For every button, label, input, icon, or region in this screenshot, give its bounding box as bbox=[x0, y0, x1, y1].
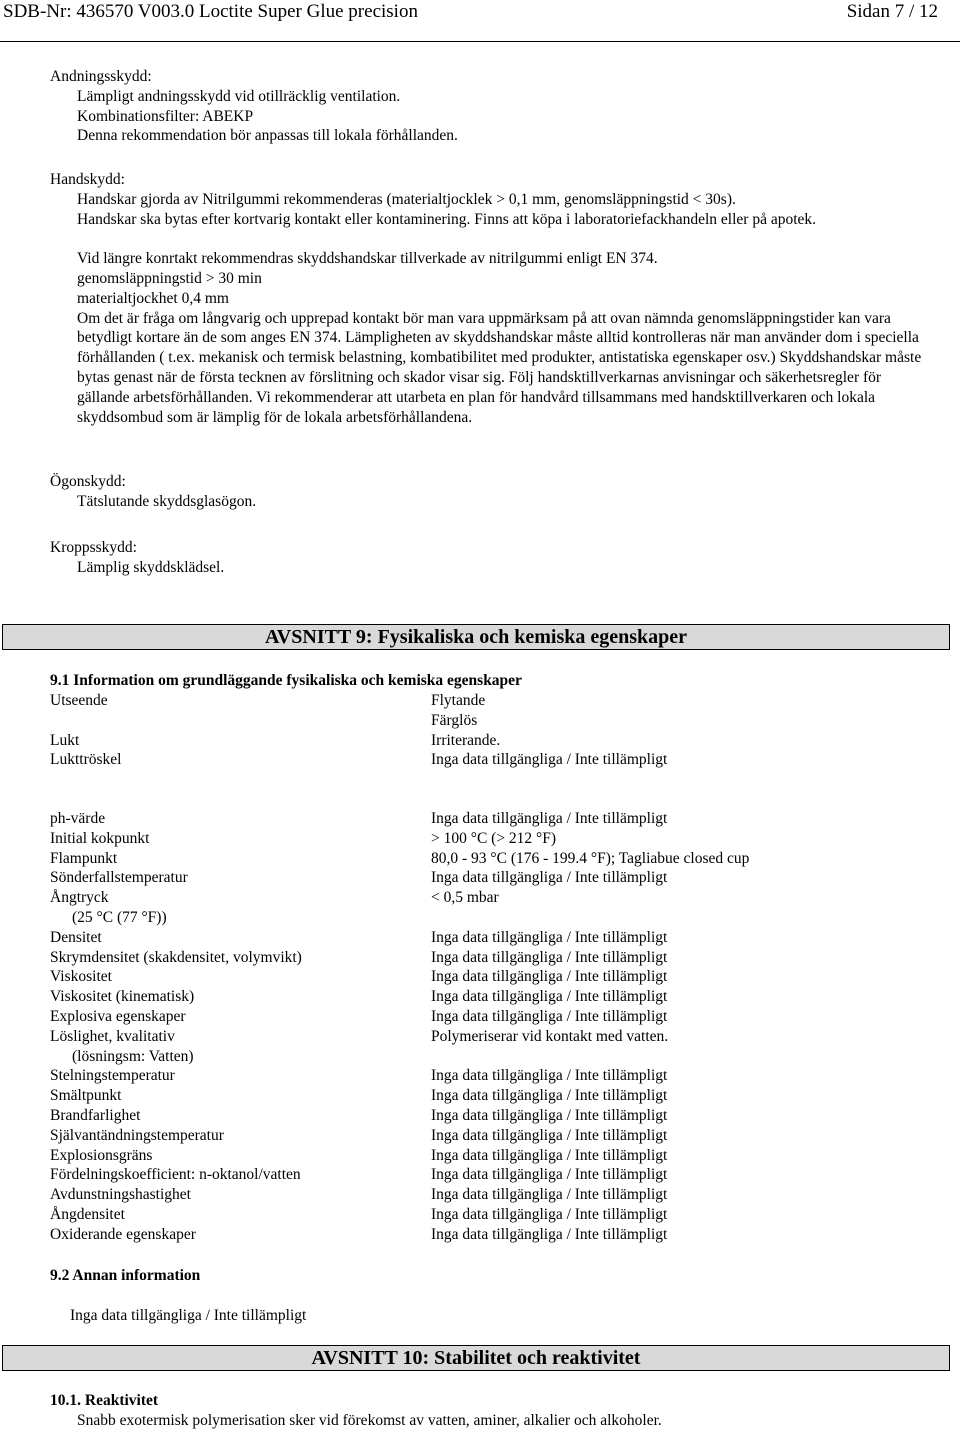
property-row bbox=[50, 1205, 930, 1225]
eye-text: Tätslutande skyddsglasögon. bbox=[77, 492, 257, 510]
property-row bbox=[50, 849, 930, 869]
property-label: Viskositet (kinematisk) bbox=[50, 988, 195, 1006]
property-label: Skrymdensitet (skakdensitet, volymvikt) bbox=[50, 948, 302, 966]
property-label: Löslighet, kvalitativ bbox=[50, 1027, 175, 1045]
property-value: Inga data tillgängliga / Inte tillämpligt bbox=[431, 869, 668, 887]
property-row bbox=[50, 1225, 930, 1245]
property-value: Inga data tillgängliga / Inte tillämpligt bbox=[431, 1186, 668, 1204]
breathing-title: Andningsskydd: bbox=[50, 68, 152, 85]
property-value: Inga data tillgängliga / Inte tillämpligt bbox=[431, 1007, 668, 1025]
property-label: Smältpunkt bbox=[50, 1087, 122, 1105]
property-value: Inga data tillgängliga / Inte tillämpligt bbox=[431, 1166, 668, 1184]
property-label: Ångtryck bbox=[50, 889, 109, 907]
property-label: Sönderfallstemperatur bbox=[50, 869, 188, 887]
property-value: Inga data tillgängliga / Inte tillämpligt bbox=[431, 751, 668, 769]
property-label: Brandfarlighet bbox=[50, 1106, 141, 1124]
body-text: Lämplig skyddsklädsel. bbox=[77, 558, 225, 576]
breathing-line: Denna rekommendation bör anpassas till lokala förhållanden. bbox=[77, 127, 458, 145]
breathing-line: Lämpligt andningsskydd vid otillräcklig ventilation. bbox=[77, 87, 401, 105]
property-value: Färglös bbox=[431, 711, 478, 729]
property-row bbox=[50, 1185, 930, 1205]
property-row bbox=[50, 967, 930, 987]
page-header bbox=[0, 0, 960, 44]
property-label: Fördelningskoefficient: n-oktanol/vatten bbox=[50, 1166, 301, 1184]
property-value: Flytande bbox=[431, 692, 486, 709]
hand-protection bbox=[50, 170, 940, 427]
section-10-1 bbox=[50, 1391, 940, 1431]
property-value: Inga data tillgängliga / Inte tillämpligt bbox=[431, 1126, 668, 1144]
breathing-protection bbox=[50, 67, 940, 146]
hand-title: Handskydd: bbox=[50, 171, 125, 188]
property-value: Inga data tillgängliga / Inte tillämpligt bbox=[431, 1205, 668, 1223]
property-label: Explosiva egenskaper bbox=[50, 1007, 186, 1025]
property-row bbox=[50, 809, 930, 829]
property-value: > 100 °C (> 212 °F) bbox=[431, 829, 557, 847]
property-label: Oxiderande egenskaper bbox=[50, 1225, 196, 1243]
property-value: Inga data tillgängliga / Inte tillämpligt bbox=[431, 1067, 668, 1085]
body-protection bbox=[50, 538, 940, 578]
section-9-title: AVSNITT 9: Fysikaliska och kemiska egenskaper bbox=[264, 626, 688, 648]
property-row bbox=[50, 1106, 930, 1126]
breathing-line: Kombinationsfilter: ABEKP bbox=[77, 107, 254, 125]
property-row bbox=[50, 948, 930, 968]
property-label: (lösningsm: Vatten) bbox=[72, 1047, 194, 1065]
other-information-text: Inga data tillgängliga / Inte tillämpligt bbox=[70, 1307, 307, 1324]
body-title: Kroppsskydd: bbox=[50, 539, 137, 556]
section-9-1-heading bbox=[50, 671, 940, 691]
eye-protection bbox=[50, 472, 940, 512]
header-rule bbox=[0, 41, 960, 42]
property-row bbox=[50, 711, 930, 731]
property-value: Inga data tillgängliga / Inte tillämpligt bbox=[431, 810, 668, 827]
hand-line: Handskar ska bytas efter kortvarig kontakt eller kontaminering. Finns att köpa i laboratoriefackhandeln eller på apotek. bbox=[77, 210, 817, 228]
property-row bbox=[50, 1027, 930, 1047]
property-label: ph-värde bbox=[50, 810, 106, 827]
section-10-banner bbox=[2, 1345, 950, 1371]
property-label: Densitet bbox=[50, 928, 102, 946]
property-value: Inga data tillgängliga / Inte tillämpligt bbox=[431, 948, 668, 966]
document-id: SDB-Nr: 436570 V003.0 Loctite Super Glue precision bbox=[3, 1, 418, 22]
reactivity-text: Snabb exotermisk polymerisation sker vid förekomst av vatten, aminer, alkalier och alkoholer. bbox=[77, 1411, 662, 1429]
property-row bbox=[50, 1146, 930, 1166]
property-value: 80,0 - 93 °C (176 - 199.4 °F); Tagliabue closed cup bbox=[431, 849, 750, 867]
property-row bbox=[50, 987, 930, 1007]
subsection-title: 10.1. Reaktivitet bbox=[50, 1392, 159, 1409]
property-row bbox=[50, 908, 930, 928]
properties-group-1 bbox=[50, 691, 930, 770]
hand-paragraph: Om det är fråga om långvarig och upprepad kontakt bör man vara uppmärksam på att ovan nämnda genomsläppningstider kan vara betydligt kortare än de som anges EN 374. Lämpligheten av skyddshandskar måste alltid kontrolleras när man använder dom i speciella förhållanden ( t.ex. mekanisk och termisk belastning, kombatibilitet med produkter, antistatiska egenskaper osv.) Skyddshandskar måste bytas genast när de första tecknen av förslitning och skador visar sig. Följ handsktillverkarnas anvisningar och säkerhetsregler för gällande arbetsförhållanden. Vi rekommenderar att utarbeta en plan för handvård tillsammans med handsktillverkaren och lokala skyddsombud som är lämplig för de lokala arbetsförhållandena. bbox=[77, 309, 922, 426]
property-value: Inga data tillgängliga / Inte tillämpligt bbox=[431, 1225, 668, 1243]
property-value: < 0,5 mbar bbox=[431, 889, 499, 907]
property-label: Lukt bbox=[50, 731, 80, 749]
section-9-2-heading bbox=[50, 1266, 940, 1286]
property-label: Explosionsgräns bbox=[50, 1146, 153, 1164]
property-row bbox=[50, 1126, 930, 1146]
property-label: Ångdensitet bbox=[50, 1205, 125, 1223]
property-row bbox=[50, 1066, 930, 1086]
property-value: Inga data tillgängliga / Inte tillämpligt bbox=[431, 988, 668, 1006]
hand-line: materialtjockhet 0,4 mm bbox=[77, 289, 229, 307]
property-row bbox=[50, 1165, 930, 1185]
property-row bbox=[50, 1047, 930, 1067]
property-value: Inga data tillgängliga / Inte tillämpligt bbox=[431, 928, 668, 946]
property-row bbox=[50, 750, 930, 770]
property-row bbox=[50, 829, 930, 849]
hand-line: Vid längre konrtakt rekommendras skyddshandskar tillverkade av nitrilgummi enligt EN 374. bbox=[77, 250, 658, 268]
property-label: Stelningstemperatur bbox=[50, 1067, 175, 1085]
property-label: (25 °C (77 °F)) bbox=[72, 908, 167, 926]
page-number: Sidan 7 / 12 bbox=[846, 1, 938, 22]
property-label: Viskositet bbox=[50, 968, 112, 986]
subsection-title: 9.1 Information om grundläggande fysikaliska och kemiska egenskaper bbox=[50, 672, 522, 689]
subsection-title: 9.2 Annan information bbox=[50, 1267, 201, 1284]
eye-title: Ögonskydd: bbox=[50, 473, 126, 490]
property-value: Polymeriserar vid kontakt med vatten. bbox=[431, 1027, 669, 1045]
other-information bbox=[70, 1306, 960, 1326]
property-row bbox=[50, 731, 930, 751]
property-row bbox=[50, 868, 930, 888]
property-label: Initial kokpunkt bbox=[50, 829, 150, 847]
section-10-title: AVSNITT 10: Stabilitet och reaktivitet bbox=[311, 1347, 641, 1369]
property-label: Utseende bbox=[50, 692, 108, 709]
property-label: Självantändningstemperatur bbox=[50, 1126, 224, 1144]
property-value: Inga data tillgängliga / Inte tillämpligt bbox=[431, 1146, 668, 1164]
property-row bbox=[50, 691, 930, 711]
property-label: Flampunkt bbox=[50, 849, 118, 867]
property-value: Inga data tillgängliga / Inte tillämpligt bbox=[431, 1087, 668, 1105]
property-label: Lukttröskel bbox=[50, 751, 122, 769]
hand-line: Handskar gjorda av Nitrilgummi rekommenderas (materialtjocklek > 0,1 mm, genomsläppningstid < 30s). bbox=[77, 190, 736, 208]
property-label: Avdunstningshastighet bbox=[50, 1186, 191, 1204]
property-row bbox=[50, 1086, 930, 1106]
section-9-banner bbox=[2, 624, 950, 650]
hand-line: genomsläppningstid > 30 min bbox=[77, 269, 262, 287]
property-row bbox=[50, 888, 930, 908]
property-row bbox=[50, 1007, 930, 1027]
properties-group-2 bbox=[50, 809, 930, 1245]
property-value: Inga data tillgängliga / Inte tillämpligt bbox=[431, 968, 668, 986]
property-value: Irriterande. bbox=[431, 731, 501, 749]
property-row bbox=[50, 928, 930, 948]
property-value: Inga data tillgängliga / Inte tillämpligt bbox=[431, 1106, 668, 1124]
